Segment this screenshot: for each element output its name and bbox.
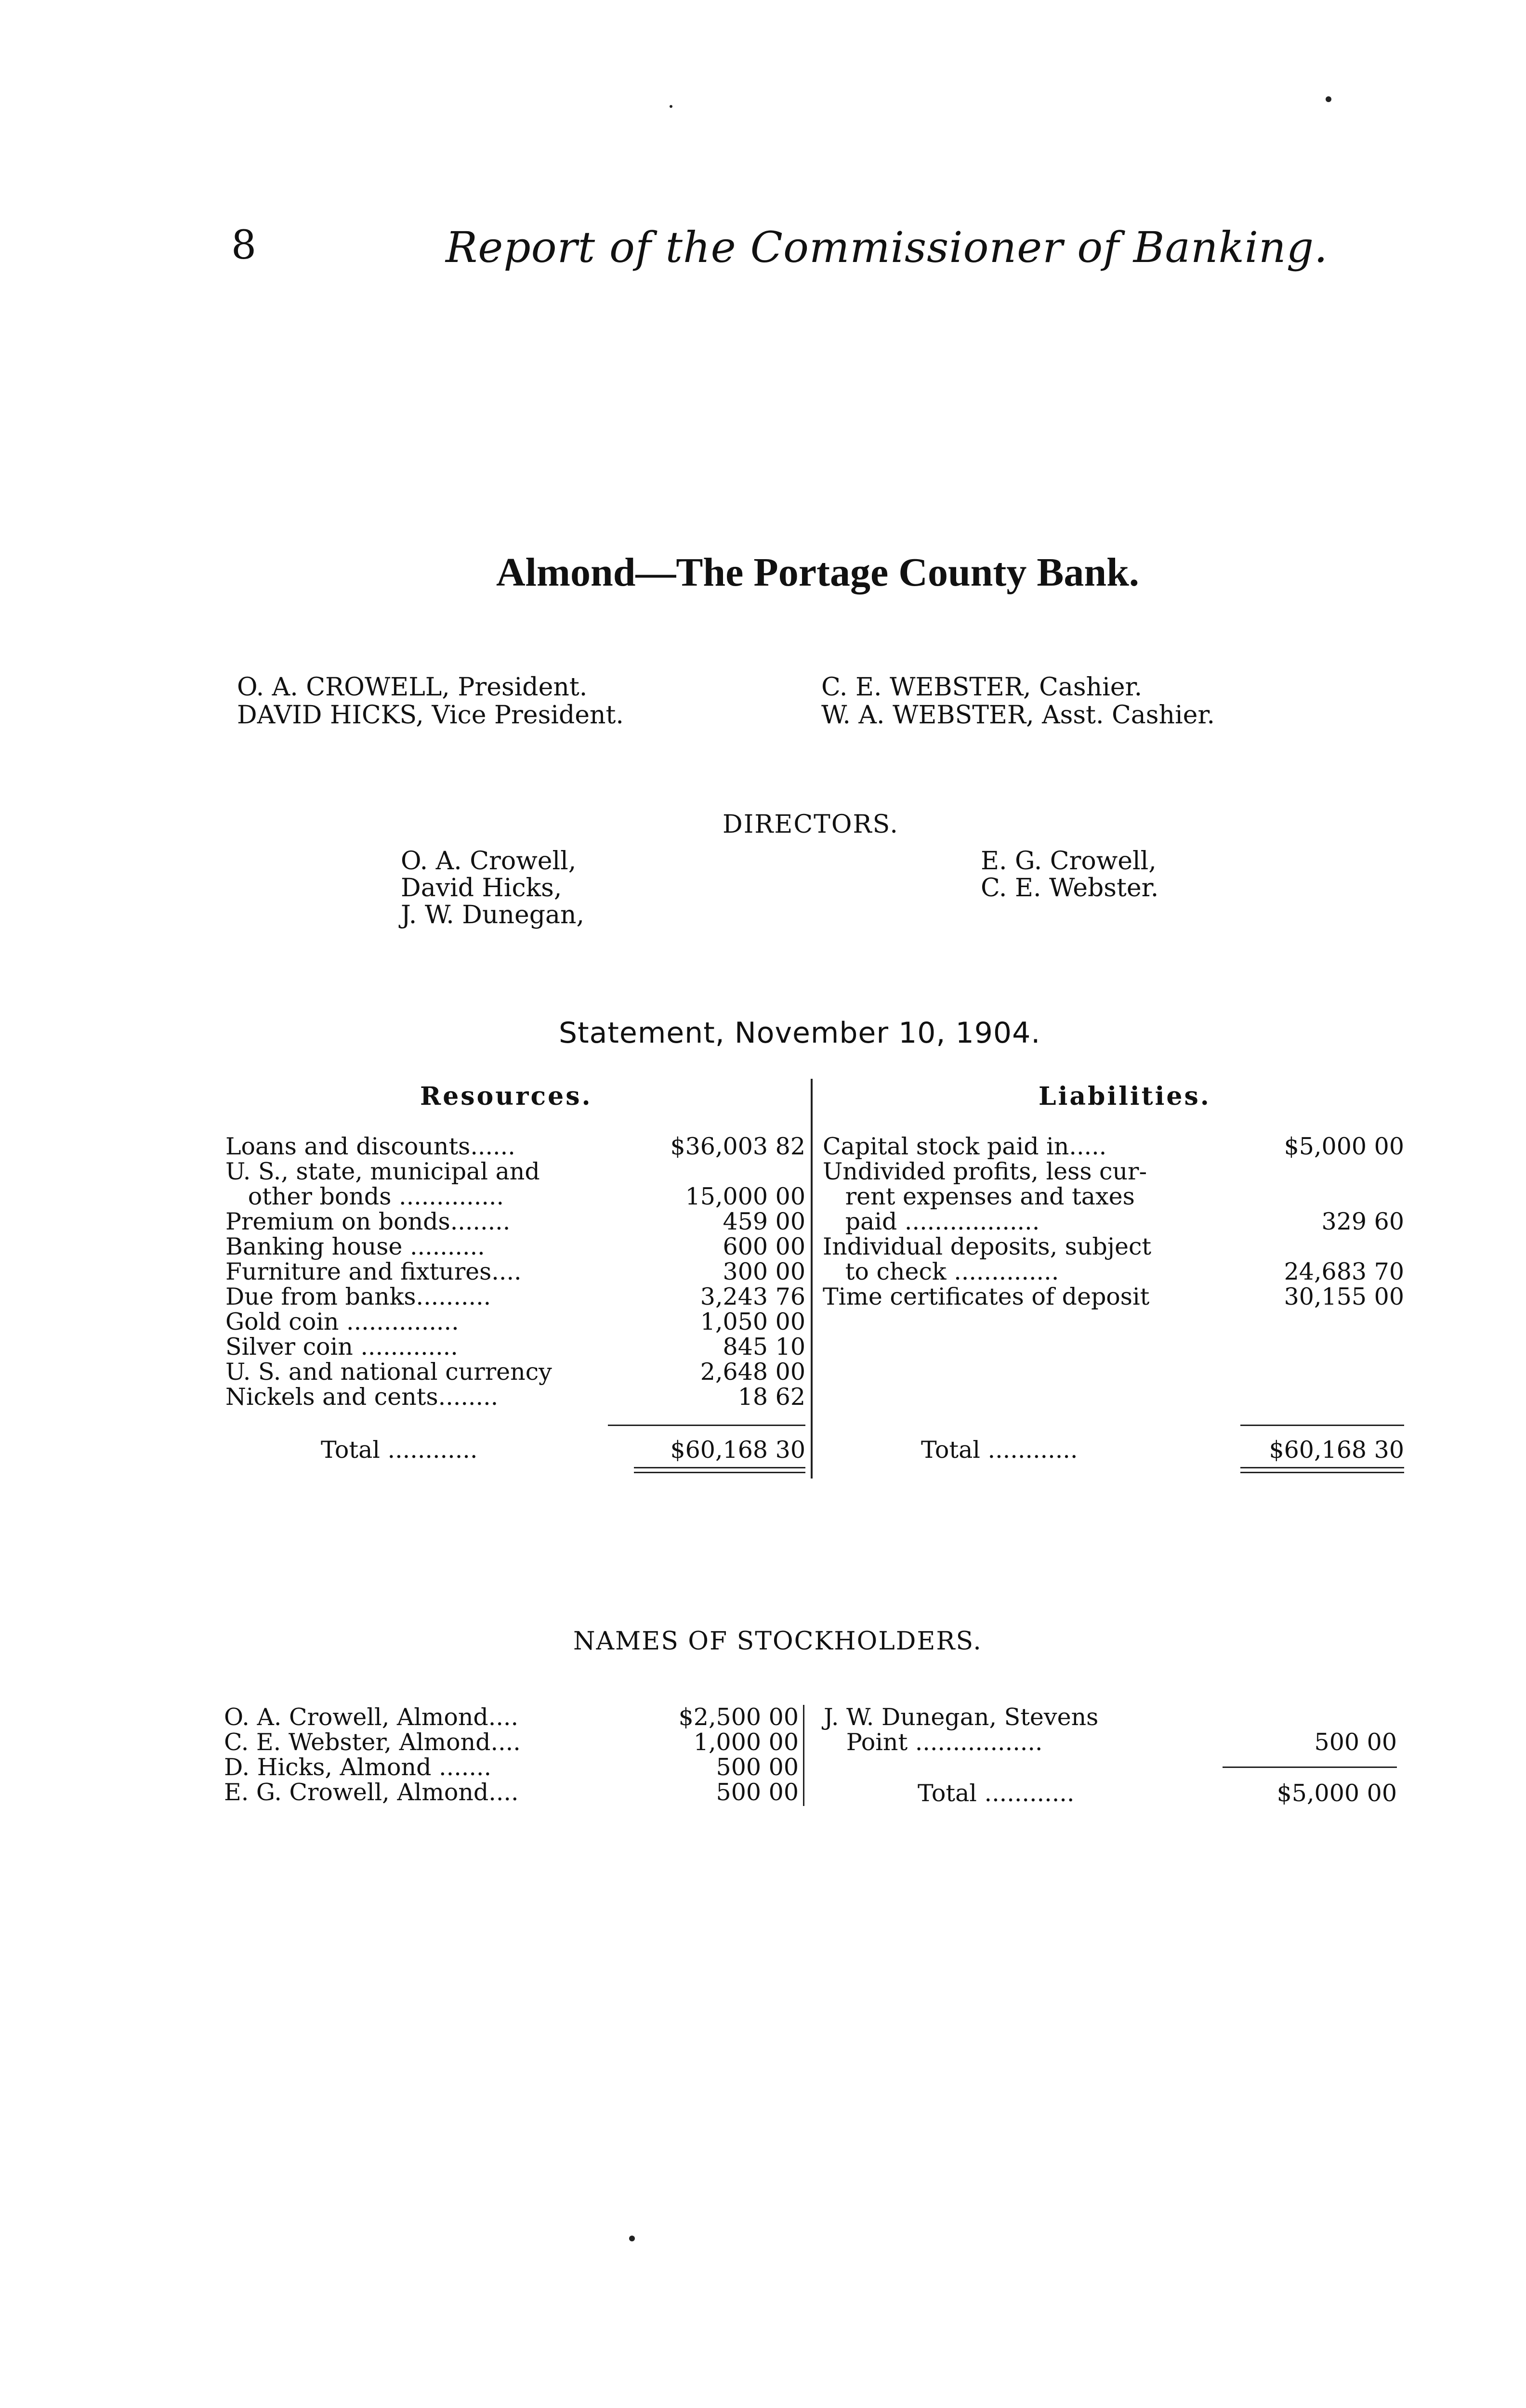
stockholders-total: $5,000 00 [1276, 1780, 1397, 1807]
resource-row-amount: 15,000 00 [685, 1183, 805, 1210]
liability-row-label: Time certificates of deposit [823, 1283, 1150, 1310]
liability-row-label: Undivided profits, less cur- [823, 1158, 1147, 1185]
liability-row-label: Capital stock paid in..... [823, 1133, 1107, 1160]
resource-row-label: Due from banks.......... [225, 1283, 491, 1310]
liability-row-label: paid .................. [823, 1208, 1040, 1235]
resource-row-amount: 2,648 00 [700, 1358, 805, 1386]
liability-row-label: Individual deposits, subject [823, 1233, 1152, 1260]
stockholder-name: Point ................. [824, 1728, 1043, 1756]
stockholders-divider [803, 1705, 804, 1806]
resource-row-amount: 18 62 [737, 1383, 805, 1411]
resource-row-label: Gold coin ............... [225, 1308, 459, 1335]
resource-row-amount: $36,003 82 [670, 1133, 805, 1160]
liabilities-heading: Liabilities. [1039, 1082, 1211, 1111]
liability-row-amount: 329 60 [1321, 1208, 1404, 1235]
liability-row-amount: 30,155 00 [1284, 1283, 1404, 1310]
stockholder-amount: 500 00 [716, 1779, 799, 1806]
resources-sum-rule [608, 1425, 805, 1426]
running-title: Report of the Commissioner of Banking. [446, 222, 1329, 272]
liability-row-label: to check .............. [823, 1258, 1059, 1285]
resource-row-label: other bonds .............. [225, 1183, 504, 1210]
stockholder-name: C. E. Webster, Almond.... [224, 1728, 521, 1756]
resource-row-label: Loans and discounts...... [225, 1133, 515, 1160]
liabilities-total: $60,168 30 [1269, 1436, 1404, 1464]
officer-asst-cashier: W. A. WEBSTER, Asst. Cashier. [821, 701, 1215, 730]
stockholders-heading: NAMES OF STOCKHOLDERS. [573, 1627, 982, 1656]
liability-row-amount: $5,000 00 [1284, 1133, 1404, 1160]
resources-heading: Resources. [420, 1082, 592, 1111]
scan-speck [629, 2236, 635, 2241]
officer-president: O. A. CROWELL, President. [237, 673, 588, 702]
director-name: C. E. Webster. [981, 874, 1159, 903]
resource-row-amount: 300 00 [723, 1258, 805, 1285]
stockholder-name: D. Hicks, Almond ....... [224, 1754, 492, 1781]
resource-row-label: Silver coin ............. [225, 1333, 458, 1361]
director-name: E. G. Crowell, [981, 847, 1157, 876]
resource-row-amount: 1,050 00 [700, 1308, 805, 1335]
liability-row-label: rent expenses and taxes [823, 1183, 1135, 1210]
stockholder-amount: 500 00 [1314, 1728, 1397, 1756]
liabilities-total-label: Total ............ [921, 1436, 1078, 1464]
liabilities-double-rule [1240, 1472, 1404, 1473]
resource-row-label: Nickels and cents........ [225, 1383, 499, 1411]
resource-row-label: Furniture and fixtures.... [225, 1258, 522, 1285]
scan-speck [1326, 96, 1331, 102]
director-name: David Hicks, [401, 874, 562, 903]
officer-cashier: C. E. WEBSTER, Cashier. [821, 673, 1143, 702]
bank-title: Almond—The Portage County Bank. [496, 550, 1139, 595]
liability-row-amount: 24,683 70 [1284, 1258, 1404, 1285]
stockholder-name: E. G. Crowell, Almond.... [224, 1779, 519, 1806]
stockholder-amount: 1,000 00 [693, 1728, 799, 1756]
stockholder-amount: $2,500 00 [678, 1703, 799, 1731]
liabilities-sum-rule [1240, 1425, 1404, 1426]
resource-row-label: U. S. and national currency [225, 1358, 552, 1386]
stockholder-name: O. A. Crowell, Almond.... [224, 1703, 519, 1731]
page-number: 8 [231, 222, 257, 268]
resources-total: $60,168 30 [670, 1436, 805, 1464]
scan-speck [670, 105, 672, 108]
liabilities-double-rule [1240, 1467, 1404, 1468]
stockholders-total-label: Total ............ [918, 1780, 1075, 1807]
column-divider [811, 1079, 813, 1479]
statement-title: Statement, November 10, 1904. [559, 1016, 1041, 1050]
resources-double-rule [634, 1467, 805, 1468]
resource-row-label: U. S., state, municipal and [225, 1158, 540, 1185]
stockholder-amount: 500 00 [716, 1754, 799, 1781]
resources-double-rule [634, 1472, 805, 1473]
stockholder-name: J. W. Dunegan, Stevens [824, 1703, 1099, 1731]
resource-row-amount: 3,243 76 [700, 1283, 805, 1310]
director-name: J. W. Dunegan, [401, 901, 585, 929]
officer-vice-president: DAVID HICKS, Vice President. [237, 701, 624, 730]
directors-heading: DIRECTORS. [723, 810, 899, 839]
resources-total-label: Total ............ [321, 1436, 478, 1464]
resource-row-label: Banking house .......... [225, 1233, 485, 1260]
resource-row-amount: 845 10 [723, 1333, 805, 1361]
resource-row-label: Premium on bonds........ [225, 1208, 511, 1235]
director-name: O. A. Crowell, [401, 847, 577, 876]
resource-row-amount: 600 00 [723, 1233, 805, 1260]
stockholders-sum-rule [1223, 1767, 1397, 1768]
resource-row-amount: 459 00 [723, 1208, 805, 1235]
